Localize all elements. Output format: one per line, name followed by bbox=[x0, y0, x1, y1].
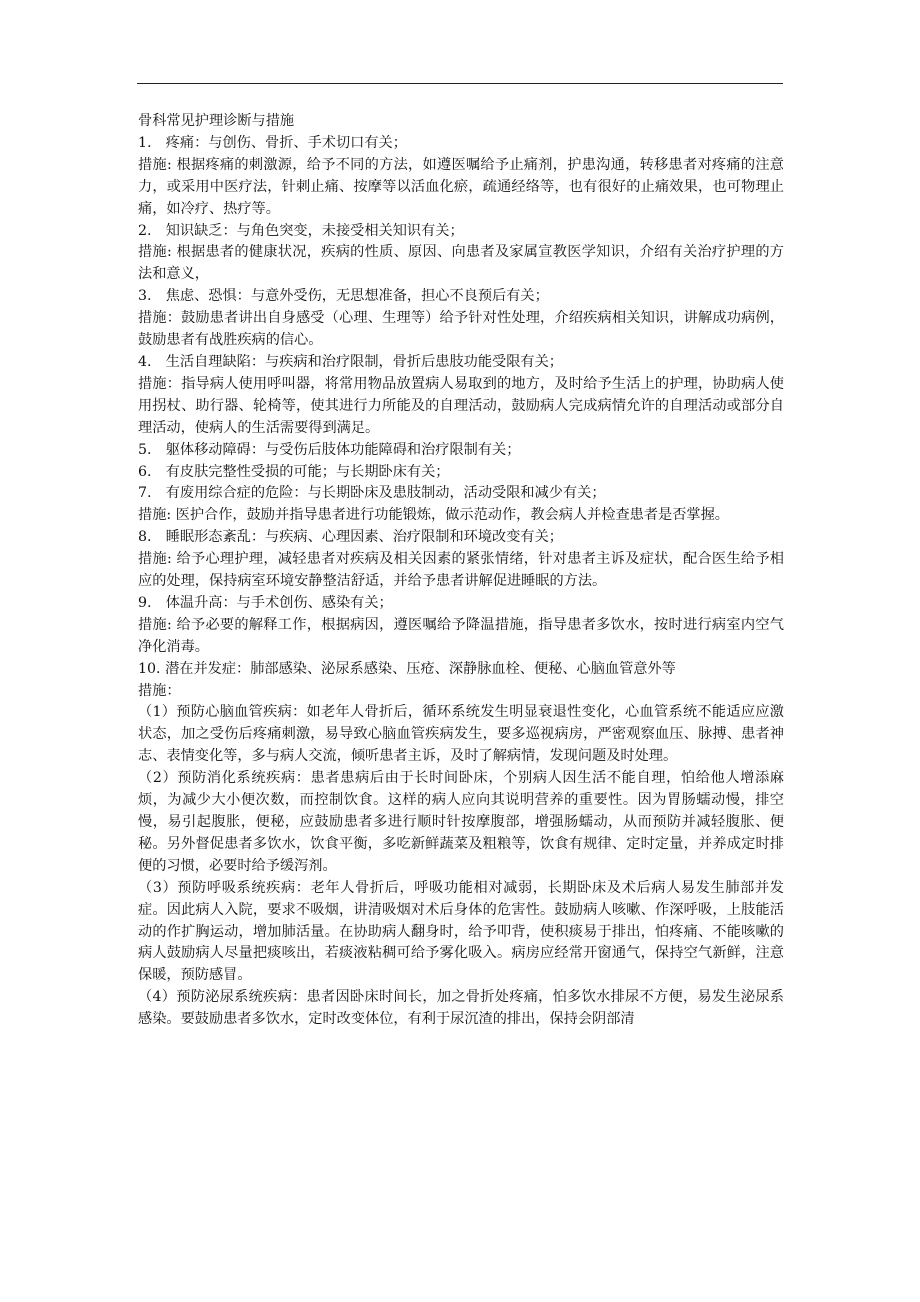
paragraph-13: 8. 睡眠形态紊乱：与疾病、心理因素、治疗限制和环境改变有关； bbox=[138, 529, 563, 546]
paragraph-8: 措施：指导病人使用呼叫器，将常用物品放置病人易取到的地方，及时给予生活上的护理，协助病人使用拐杖、助行器、轮椅等，使其进行力所能及的自理活动，鼓励病人完成病情允许的自理活动或部分自理活动，使病人的生活需要得到满足。 bbox=[138, 375, 784, 436]
paragraph-7: 4. 生活自理缺陷：与疾病和治疗限制，骨折后患肢功能受限有关； bbox=[138, 353, 563, 370]
paragraph-17: 10. 潜在并发症：肺部感染、泌尿系感染、压疮、深静脉血栓、便秘、心脑血管意外等 bbox=[138, 660, 676, 677]
paragraph-1: 1. 疼痛：与创伤、骨折、手术切口有关； bbox=[138, 134, 407, 151]
paragraph-11: 7. 有废用综合症的危险：与长期卧床及患肢制动，活动受限和减少有关； bbox=[138, 485, 606, 502]
paragraph-6: 措施：鼓励患者讲出自身感受（心理、生理等）给予针对性处理，介绍疾病相关知识，讲解成功病例，鼓励患者有战胜疾病的信心。 bbox=[138, 310, 784, 349]
paragraph-19: （1）预防心脑血管疾病：如老年人骨折后，循环系统发生明显衰退性变化，心血管系统不能适应应激状态，加之受伤后疼痛刺激，易导致心脑血管疾病发生，要多巡视病房，严密观察血压、脉搏、患者神志、表情变化等，多与病人交流，倾听患者主诉，及时了解病情，发现问题及时处理。 bbox=[138, 704, 784, 765]
paragraph-18: 措施： bbox=[138, 682, 181, 699]
document-body bbox=[138, 111, 784, 1031]
paragraph-3: 2. 知识缺乏：与角色突变，未接受相关知识有关； bbox=[138, 222, 464, 239]
paragraph-9: 5. 躯体移动障碍：与受伤后肢体功能障碍和治疗限制有关； bbox=[138, 441, 521, 458]
paragraph-21: （3）预防呼吸系统疾病：老年人骨折后，呼吸功能相对减弱，长期卧床及术后病人易发生肺部并发症。因此病人入院，要求不吸烟，讲清吸烟对术后身体的危害性。鼓励病人咳嗽、作深呼吸，上肢能活动的作扩胸运动，增加肺活量。在协助病人翻身时，给予叩背，使积痰易于排出，怕疼痛、不能咳嗽的病人鼓励病人尽量把痰咳出，若痰液粘稠可给予雾化吸入。病房应经常开窗通气，保持空气新鲜，注意保暖，预防感冒。 bbox=[138, 879, 784, 984]
paragraph-22: （4）预防泌尿系统疾病：患者因卧床时间长，加之骨折处疼痛，怕多饮水排尿不方便，易发生泌尿系感染。要鼓励患者多饮水，定时改变体位，有利于尿沉渣的排出，保持会阴部清 bbox=[138, 989, 784, 1028]
paragraph-15: 9. 体温升高：与手术创伤、感染有关； bbox=[138, 594, 393, 611]
paragraph-4: 措施: 根据患者的健康状况，疾病的性质、原因、向患者及家属宣教医学知识，介绍有关治疗护理的方法和意义， bbox=[138, 244, 784, 283]
paragraph-14: 措施: 给予心理护理，减轻患者对疾病及相关因素的紧张情绪，针对患者主诉及症状，配合医生给予相应的处理，保持病室环境安静整洁舒适，并给予患者讲解促进睡眠的方法。 bbox=[138, 551, 784, 590]
paragraph-5: 3. 焦虑、恐惧：与意外受伤，无思想准备，担心不良预后有关； bbox=[138, 288, 549, 305]
paragraph-16: 措施: 给予必要的解释工作，根据病因，遵医嘱给予降温措施，指导患者多饮水，按时进行病室内空气净化消毒。 bbox=[138, 616, 784, 655]
paragraph-2: 措施: 根据疼痛的刺激源，给予不同的方法，如遵医嘱给予止痛剂，护患沟通，转移患者对疼痛的注意力，或采用中医疗法，针刺止痛、按摩等以活血化瘀，疏通经络等，也有很好的止痛效果，也可物理止痛，如冷疗、热疗等。 bbox=[138, 156, 784, 217]
paragraph-12: 措施: 医护合作，鼓励并指导患者进行功能锻炼，做示范动作，教会病人并检查患者是否掌握。 bbox=[138, 507, 729, 524]
paragraph-20: （2）预防消化系统疾病：患者患病后由于长时间卧床，个别病人因生活不能自理，怕给他人增添麻烦，为减少大小便次数，而控制饮食。这样的病人应向其说明营养的重要性。因为胃肠蠕动慢，排空慢，易引起腹胀，便秘，应鼓励患者多进行顺时针按摩腹部，增强肠蠕动，从而预防并减轻腹胀、便秘。另外督促患者多饮水，饮食平衡，多吃新鲜蔬菜及粗粮等，饮食有规律、定时定量，并养成定时排便的习惯，必要时给予缓泻剂。 bbox=[138, 770, 784, 874]
paragraph-10: 6. 有皮肤完整性受损的可能；与长期卧床有关； bbox=[138, 463, 450, 480]
header-rule bbox=[137, 83, 783, 84]
document-title: 骨科常见护理诊断与措施 bbox=[138, 113, 295, 129]
